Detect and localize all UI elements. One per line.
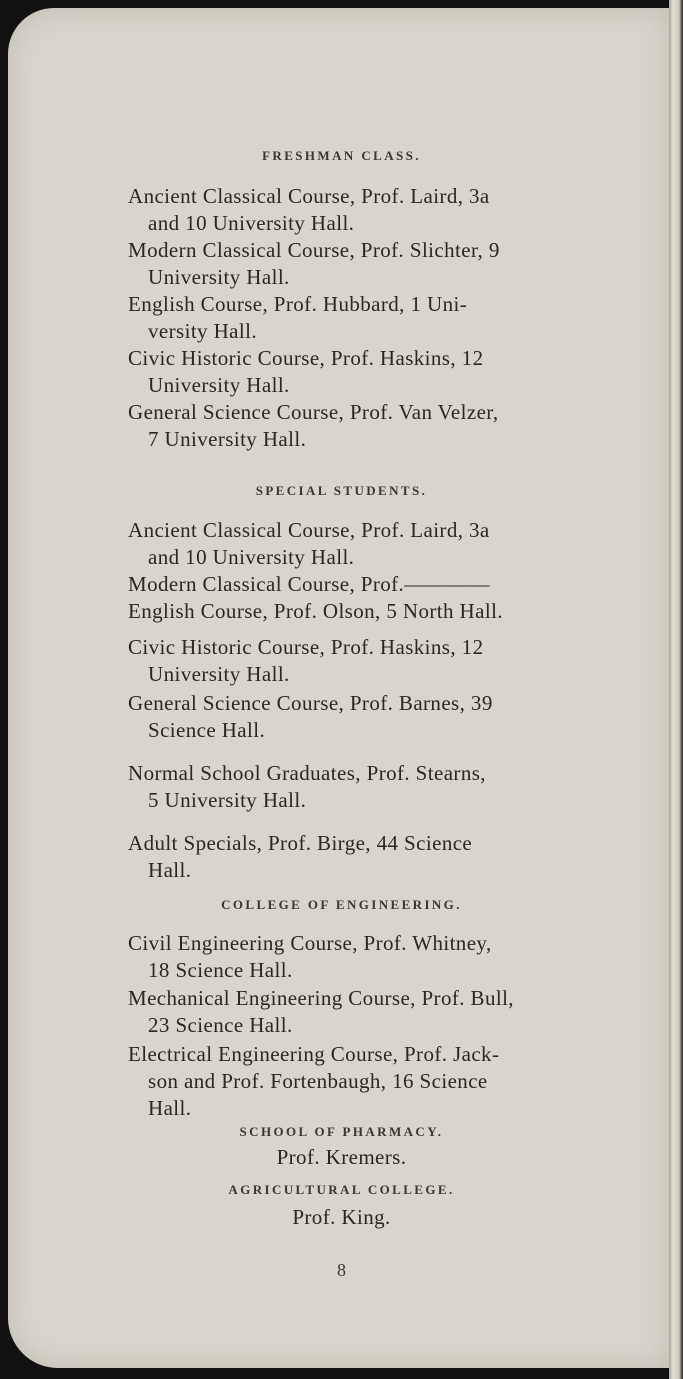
- entry-line: Normal School Graduates, Prof. Stearns,: [128, 761, 486, 785]
- entry-line-continued: versity Hall.: [148, 319, 258, 343]
- special-entry-ancient-classical: [128, 517, 588, 571]
- freshman-class-heading: FRESHMAN CLASS.: [262, 148, 421, 163]
- entry-line: Civic Historic Course, Prof. Haskins, 12: [128, 346, 484, 370]
- page-number: 8: [337, 1260, 346, 1280]
- entry-line: Electrical Engineering Course, Prof. Jack-: [128, 1042, 500, 1066]
- entry-line: Mechanical Engineering Course, Prof. Bull,: [128, 986, 514, 1010]
- pharmacy-professor: Prof. Kremers.: [276, 1145, 407, 1169]
- agriculture-professor: Prof. King.: [292, 1205, 391, 1229]
- freshman-entry-modern-classical: [128, 237, 588, 291]
- freshman-entry-ancient-classical: [128, 183, 588, 237]
- entry-line: English Course, Prof. Olson, 5 North Hall.: [128, 599, 503, 623]
- engineering-heading: COLLEGE OF ENGINEERING.: [221, 897, 462, 912]
- entry-line: Civic Historic Course, Prof. Haskins, 12: [128, 635, 484, 659]
- engineering-entry-electrical: [128, 1041, 588, 1122]
- special-students-heading: SPECIAL STUDENTS.: [255, 483, 428, 498]
- entry-line: General Science Course, Prof. Van Velzer,: [128, 400, 499, 424]
- freshman-entry-general-science: [128, 399, 588, 453]
- special-entry-general-science: [128, 690, 588, 744]
- entry-line-continued: 5 University Hall.: [148, 788, 307, 812]
- entry-line-continued: University Hall.: [148, 265, 290, 289]
- entry-line: Ancient Classical Course, Prof. Laird, 3a: [128, 184, 490, 208]
- freshman-entry-english: [128, 291, 588, 345]
- entry-line-continued: 23 Science Hall.: [148, 1013, 293, 1037]
- entry-line: Modern Classical Course, Prof. Slichter, 9: [128, 238, 500, 262]
- entry-line-continued: 7 University Hall.: [148, 427, 307, 451]
- special-entry-civic-historic: [128, 634, 588, 688]
- entry-line-continued: 18 Science Hall.: [148, 958, 293, 982]
- entry-line: General Science Course, Prof. Barnes, 39: [128, 691, 493, 715]
- entry-line: Ancient Classical Course, Prof. Laird, 3a: [128, 518, 490, 542]
- engineering-entry-mechanical: [128, 985, 588, 1039]
- entry-line: English Course, Prof. Hubbard, 1 Uni-: [128, 292, 468, 316]
- entry-line-continued: University Hall.: [148, 373, 290, 397]
- entry-line-continued: son and Prof. Fortenbaugh, 16 Science: [148, 1069, 488, 1093]
- entry-line-continued: Hall.: [148, 1096, 192, 1120]
- entry-line-continued: Hall.: [148, 858, 192, 882]
- special-entry-normal-school: [128, 760, 588, 814]
- entry-line-continued: and 10 University Hall.: [148, 211, 355, 235]
- entry-line: Adult Specials, Prof. Birge, 44 Science: [128, 831, 473, 855]
- agriculture-heading: AGRICULTURAL COLLEGE.: [228, 1182, 455, 1197]
- special-entry-adult-specials: [128, 830, 588, 884]
- entry-line-continued: Science Hall.: [148, 718, 266, 742]
- pharmacy-heading: SCHOOL OF PHARMACY.: [239, 1124, 444, 1139]
- entry-line-continued: and 10 University Hall.: [148, 545, 355, 569]
- entry-line: Modern Classical Course, Prof.————: [128, 572, 490, 596]
- engineering-entry-civil: [128, 930, 588, 984]
- freshman-entry-civic-historic: [128, 345, 588, 399]
- entry-line: Civil Engineering Course, Prof. Whitney,: [128, 931, 492, 955]
- special-entry-english: [128, 598, 588, 625]
- entry-line-continued: University Hall.: [148, 662, 290, 686]
- special-entry-modern-classical: [128, 571, 588, 598]
